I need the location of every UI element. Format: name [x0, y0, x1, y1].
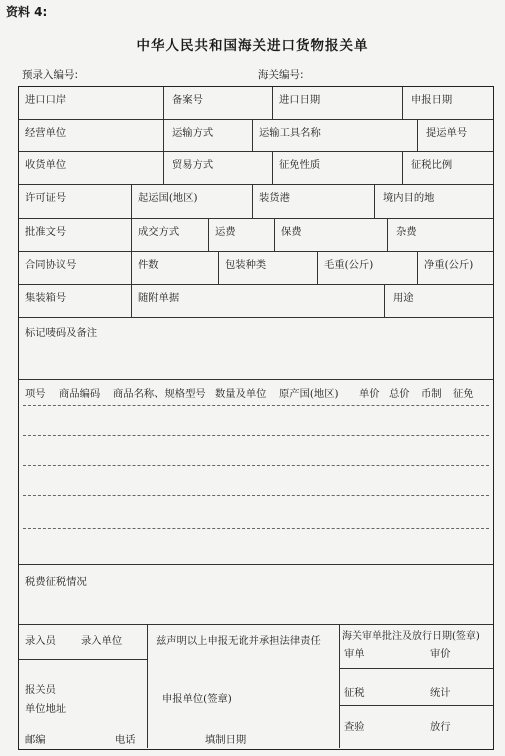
postcode-label: 邮编 — [25, 734, 46, 746]
field-label: 随附单据 — [138, 292, 180, 304]
customs-approval-label: 海关审单批注及放行日期(签章) — [342, 631, 480, 642]
declarant-label: 报关员 — [25, 684, 56, 696]
field-label: 许可证号 — [25, 192, 67, 204]
cell-entry-clerk[interactable] — [19, 625, 147, 660]
field-label: 起运国(地区) — [138, 192, 198, 204]
field-label: 征税比例 — [411, 159, 453, 171]
goods-col-origin-country: 原产国(地区) — [279, 388, 339, 400]
goods-col-exemption: 征免 — [453, 388, 474, 400]
field-label: 收货单位 — [25, 159, 67, 171]
goods-row-line — [23, 405, 489, 406]
audit-price-label: 审价 — [430, 648, 451, 660]
goods-row-line — [23, 465, 489, 466]
cell-vehicle-name[interactable] — [252, 120, 417, 152]
cell-license-no[interactable] — [19, 185, 131, 219]
goods-header-row — [25, 385, 489, 399]
material-label: 资料 4: — [6, 5, 48, 19]
field-label: 征免性质 — [279, 159, 321, 171]
goods-row-line — [23, 495, 489, 496]
field-label: 备案号 — [172, 94, 203, 106]
cell-bill-of-lading[interactable] — [417, 120, 493, 152]
cell-business-unit[interactable] — [19, 120, 163, 152]
field-label: 贸易方式 — [172, 159, 214, 171]
goods-col-name-spec: 商品名称、规格型号 — [113, 388, 206, 400]
cell-transport-mode[interactable] — [163, 120, 252, 152]
field-label: 境内目的地 — [383, 192, 435, 204]
pre-entry-number-label: 预录入编号: — [22, 69, 79, 81]
field-label: 毛重(公斤) — [324, 259, 374, 271]
cell-marks-remarks[interactable] — [19, 318, 493, 380]
field-label: 进口口岸 — [25, 94, 67, 106]
field-label: 杂费 — [396, 226, 417, 238]
cell-import-date[interactable] — [272, 87, 402, 120]
declaring-unit-signature-label: 申报单位(签章) — [162, 693, 232, 705]
field-label: 运输方式 — [172, 127, 214, 139]
tax-collection-label: 征税 — [344, 687, 365, 699]
field-label: 申报日期 — [411, 94, 453, 106]
entry-clerk-label: 录入员 — [25, 635, 56, 647]
customs-number-label: 海关编号: — [258, 69, 304, 81]
field-label: 保费 — [281, 226, 302, 238]
goods-col-item-no: 项号 — [25, 388, 46, 400]
field-label: 进口日期 — [279, 94, 321, 106]
cell-departure-country[interactable] — [131, 185, 252, 219]
goods-section[interactable] — [19, 380, 493, 565]
field-label: 运费 — [215, 226, 236, 238]
cell-net-weight[interactable] — [417, 252, 493, 285]
approval-divider — [340, 705, 493, 706]
approval-divider — [340, 668, 493, 669]
inspection-label: 查验 — [344, 721, 365, 733]
tax-label: 税费征税情况 — [25, 576, 87, 588]
phone-label: 电话 — [115, 734, 136, 746]
cell-gross-weight[interactable] — [317, 252, 417, 285]
unit-address-label: 单位地址 — [25, 703, 67, 715]
goods-row-line — [23, 435, 489, 436]
field-label: 集装箱号 — [25, 292, 67, 304]
cell-misc-fees[interactable] — [387, 219, 493, 252]
bottom-section — [19, 625, 493, 748]
cell-declaration[interactable] — [147, 625, 339, 748]
cell-declare-date[interactable] — [402, 87, 493, 120]
goods-col-hs-code: 商品编码 — [59, 388, 101, 400]
cell-pieces[interactable] — [131, 252, 218, 285]
cell-import-port[interactable] — [19, 87, 163, 120]
field-label: 件数 — [138, 259, 159, 271]
goods-col-total-price: 总价 — [389, 388, 410, 400]
declaration-statement: 兹声明以上申报无讹并承担法律责任 — [156, 635, 321, 647]
goods-col-quantity-unit: 数量及单位 — [215, 388, 267, 400]
cell-attached-docs[interactable] — [131, 285, 384, 318]
goods-row-line — [23, 528, 489, 529]
cell-loading-port[interactable] — [252, 185, 374, 219]
field-label: 成交方式 — [138, 226, 180, 238]
cell-insurance[interactable] — [274, 219, 387, 252]
cell-customs-approval[interactable] — [339, 625, 493, 748]
cell-approval-no[interactable] — [19, 219, 131, 252]
cell-record-no[interactable] — [163, 87, 272, 120]
cell-purpose[interactable] — [384, 285, 493, 318]
release-label: 放行 — [430, 721, 451, 733]
cell-consignee[interactable] — [19, 152, 163, 185]
field-label: 装货港 — [259, 192, 290, 204]
cell-exemption-nature[interactable] — [272, 152, 402, 185]
field-label: 批准文号 — [25, 226, 67, 238]
cell-freight[interactable] — [208, 219, 274, 252]
form-title: 中华人民共和国海关进口货物报关单 — [136, 38, 369, 54]
goods-col-unit-price: 单价 — [359, 388, 380, 400]
fill-date-label: 填制日期 — [205, 734, 247, 746]
cell-tax-ratio[interactable] — [402, 152, 493, 185]
marks-label: 标记唛码及备注 — [25, 327, 98, 339]
cell-tax-status[interactable] — [19, 565, 493, 625]
field-label: 提运单号 — [426, 127, 468, 139]
field-label: 经营单位 — [25, 127, 67, 139]
field-label: 净重(公斤) — [424, 259, 474, 271]
field-label: 合同协议号 — [25, 259, 77, 271]
entry-unit-label: 录入单位 — [81, 635, 123, 647]
goods-col-currency: 币制 — [421, 388, 442, 400]
declaration-form — [18, 86, 494, 750]
cell-transaction-mode[interactable] — [131, 219, 208, 252]
cell-container-no[interactable] — [19, 285, 131, 318]
review-label: 审单 — [344, 648, 365, 660]
cell-package-type[interactable] — [218, 252, 317, 285]
field-label: 用途 — [393, 292, 414, 304]
field-label: 包装种类 — [225, 259, 267, 271]
cell-contract-no[interactable] — [19, 252, 131, 285]
statistics-label: 统计 — [430, 687, 451, 699]
field-label: 运输工具名称 — [259, 127, 321, 139]
cell-trade-mode[interactable] — [163, 152, 272, 185]
cell-domestic-destination[interactable] — [374, 185, 493, 219]
